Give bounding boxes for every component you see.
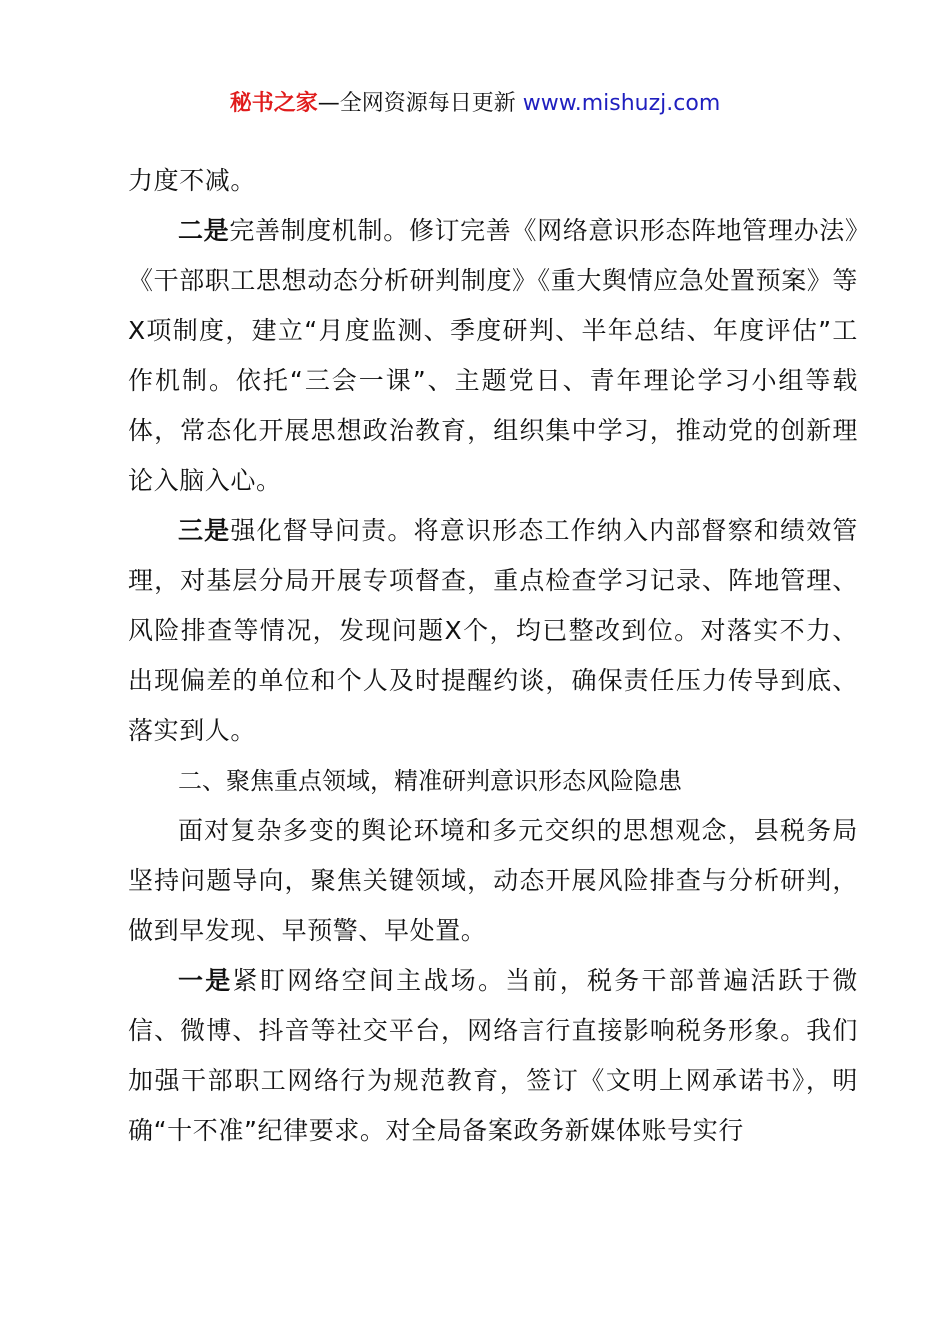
page-header [0, 88, 950, 120]
header-tagline: —全网资源每日更新 [317, 91, 516, 116]
paragraph-text: 完善制度机制。修订完善《网络意识形态阵地管理办法》《干部职工思想动态分析研判制度》《重大舆情应急处置预案》等X项制度，建立“月度监测、季度研判、半年总结、年度评估”工作机制。依托“三会一课”、主题党日、青年理论学习小组等载体，常态化开展思想政治教育，组织集中学习，推动党的创新理论入脑入心。 [128, 216, 858, 495]
paragraph-item-3 [128, 506, 858, 756]
paragraph-text: 面对复杂多变的舆论环境和多元交织的思想观念，县税务局坚持问题导向，聚焦关键领域，动态开展风险排查与分析研判，做到早发现、早预警、早处置。 [128, 816, 858, 945]
document-body [128, 156, 858, 1156]
paragraph-lead: 二是 [178, 216, 230, 245]
paragraph-item-1 [128, 956, 858, 1156]
paragraph-lead: 一是 [178, 966, 233, 995]
paragraph-lead: 三是 [178, 516, 231, 545]
paragraph-continuation [128, 156, 858, 206]
paragraph-item-2 [128, 206, 858, 506]
paragraph-text: 紧盯网络空间主战场。当前，税务干部普遍活跃于微信、微博、抖音等社交平台，网络言行直接影响税务形象。我们加强干部职工网络行为规范教育，签订《文明上网承诺书》，明确“十不准”纪律要求。对全局备案政务新媒体账号实行 [128, 966, 859, 1145]
site-url-link[interactable]: www.mishuzj.com [522, 91, 721, 116]
section-heading-text: 二、聚焦重点领域，精准研判意识形态风险隐患 [178, 767, 682, 795]
section-heading [128, 756, 858, 806]
brand-name: 秘书之家 [229, 91, 318, 116]
section-intro-paragraph [128, 806, 858, 956]
paragraph-text: 强化督导问责。将意识形态工作纳入内部督察和绩效管理，对基层分局开展专项督查，重点检查学习记录、阵地管理、风险排查等情况，发现问题X个，均已整改到位。对落实不力、出现偏差的单位和个人及时提醒约谈，确保责任压力传导到底、落实到人。 [128, 516, 859, 745]
paragraph-text: 力度不减。 [128, 166, 257, 195]
